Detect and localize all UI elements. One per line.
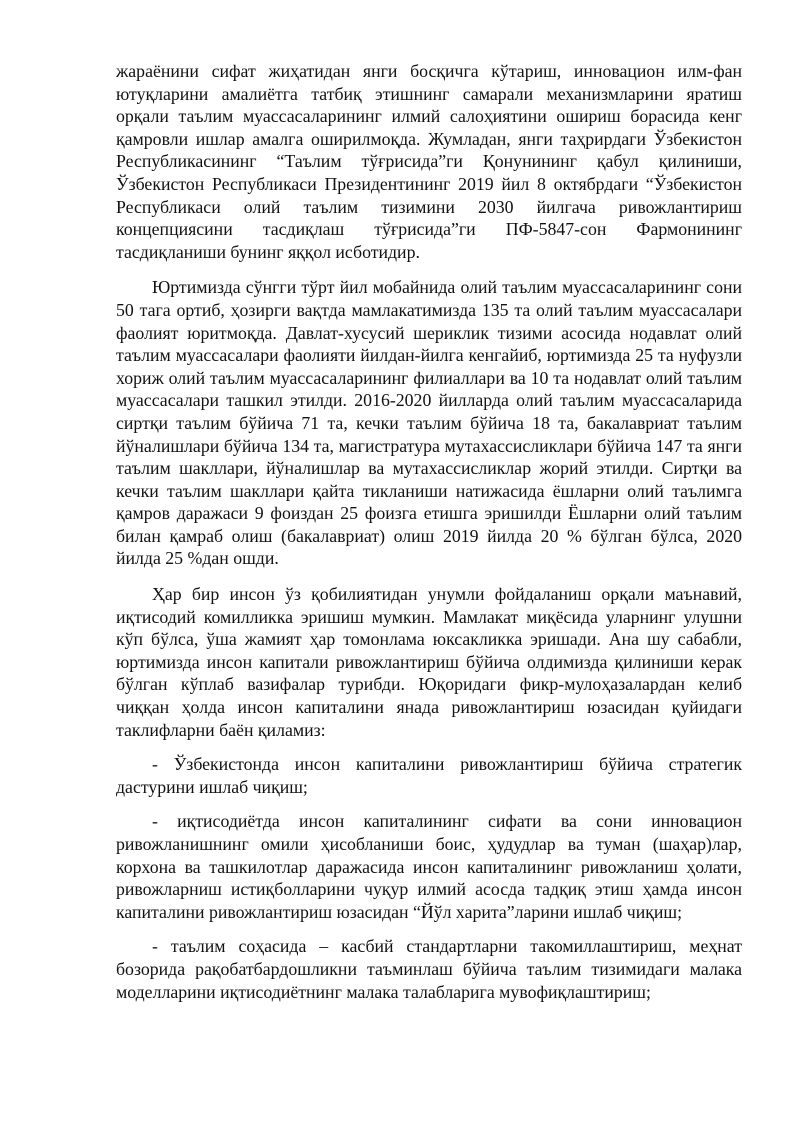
- document-page: [116, 60, 742, 1015]
- paragraph-higher-education-stats: Юртимизда сўнгги тўрт йил мобайнида олий таълим муассасаларининг сони 50 тага ортиб, ҳозирги вақтда мамлакатимизда 135 та олий таълим муассасалари фаолият юритмоқда. Давлат-хусусий шериклик тизими асосида нодавлат олий таълим муассасалари фаолияти йилдан-йилга кенгайиб, юртимизда 25 та нуфузли хориж олий таълим муассасаларининг филиаллари ва 10 та нодавлат олий таълим муассасалари ташкил этилди. 2016-2020 йилларда олий таълим муассасаларида сиртқи таълим бўйича 71 та, кечки таълим бўйича 18 та, бакалавриат таълим йўналишлари бўйича 134 та, магистратура мутахассисликлари бўйича 147 та янги таълим шакллари, йўналишлар ва мутахассисликлар жорий этилди. Сиртқи ва кечки таълим шакллари қайта тикланиши натижасида ёшларни олий таълимга қамров даражаси 9 фоиздан 25 фоизга етишга эришилди Ёшларни олий таълим билан қамраб олиш (бакалавриат) олиш 2019 йилда 20 % бўлган бўлса, 2020 йилда 25 %дан ошди.: [116, 277, 742, 569]
- list-item-strategy: - Ўзбекистонда инсон капиталини ривожлантириш бўйича стратегик дастурини ишлаб чиқиш;: [116, 754, 742, 797]
- paragraph-human-capital: Ҳар бир инсон ўз қобилиятидан унумли фойдаланиш орқали маънавий, иқтисодий комилликка эришиш мумкин. Мамлакат миқёсида уларнинг улушни кўп бўлса, ўша жамият ҳар томонлама юксакликка эришади. Ана шу сабабли, юртимизда инсон капитали ривожлантириш бўйича олдимизда қилиниши керак бўлган кўплаб вазифалар турибди. Юқоридаги фикр-мулоҳазалардан келиб чиққан ҳолда инсон капиталини янада ривожлантириш юзасидан қуйидаги таклифларни баён қиламиз:: [116, 584, 742, 740]
- list-item-education-standards: - таълим соҳасида – касбий стандартларни такомиллаштириш, меҳнат бозорида рақобатбардошликни таъминлаш бўйича таълим тизимидаги малака моделларини иқтисодиётнинг малака талабларига мувофиқлаштириш;: [116, 936, 742, 1002]
- list-item-roadmaps: - иқтисодиётда инсон капиталининг сифати ва сони инновацион ривожланишнинг омили ҳисобланиши боис, ҳудудлар ва туман (шаҳар)лар, корхона ва ташкилотлар даражасида инсон капиталининг ривожланиш ҳолати, ривожларниш истиқболларини чуқур илмий асосда тадқиқ этиш ҳамда инсон капиталини ривожлантириш юзасидан “Йўл харита”ларини ишлаб чиқиш;: [116, 811, 742, 922]
- paragraph-intro-continuation: жараёнини сифат жиҳатидан янги босқичга кўтариш, инновацион илм-фан ютуқларини амалиётга татбиқ этишнинг самарали механизмларини яратиш орқали таълим муассасаларининг илмий салоҳиятини ошириш борасида кенг қамровли ишлар амалга оширилмоқда. Жумладан, янги таҳрирдаги Ўзбекистон Республикасининг “Таълим тўғрисида”ги Қонунининг қабул қилиниши, Ўзбекистон Республикаси Президентининг 2019 йил 8 октябрдаги “Ўзбекистон Республикаси олий таълим тизимини 2030 йилгача ривожлантириш концепциясини тасдиқлаш тўғрисида”ги ПФ-5847-сон Фармонининг тасдиқланиши бунинг яққол исботидир.: [116, 61, 742, 262]
